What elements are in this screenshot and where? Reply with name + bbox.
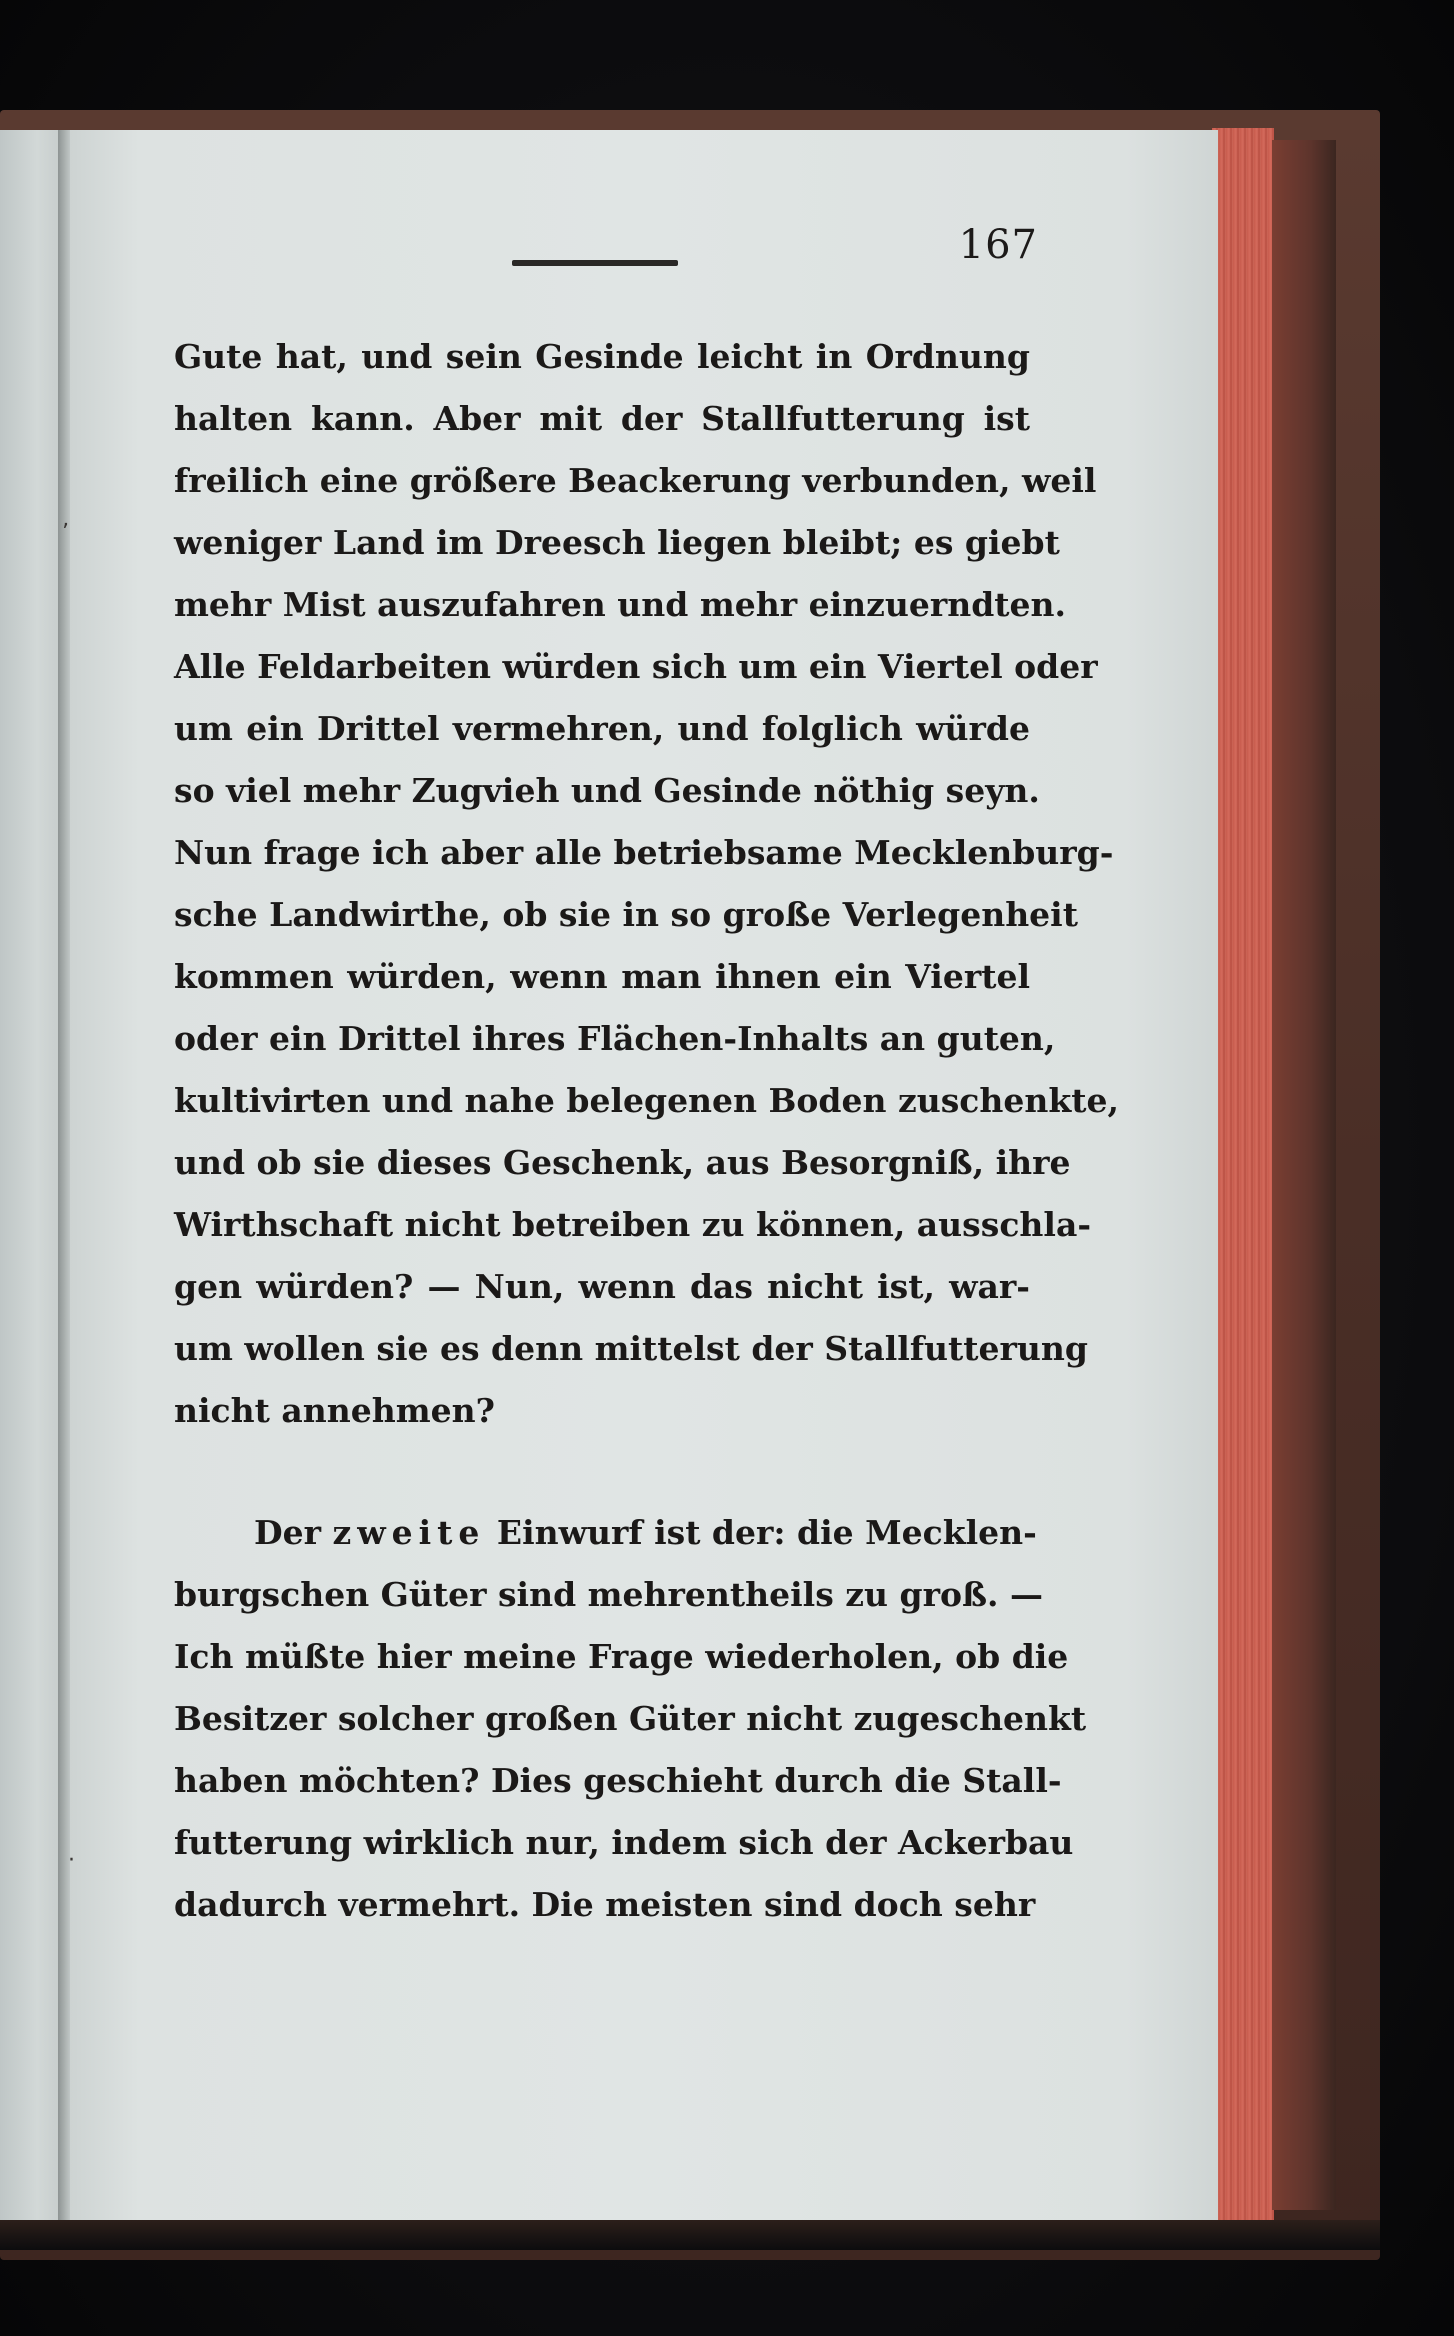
margin-mark: · — [68, 1848, 75, 1873]
text-line: Ich müßte hier meine Frage wiederholen, ob die — [174, 1637, 1069, 1676]
paragraph-1 — [174, 326, 1119, 1442]
text-line: Gute hat, und sein Gesinde leicht in Ordnung — [174, 337, 1030, 376]
text-line: Besitzer solcher großen Güter nicht zugeschenkt — [174, 1699, 1087, 1738]
text-line: oder ein Drittel ihres Flächen-Inhalts an guten, — [174, 1019, 1056, 1058]
text-line: haben möchten? Dies geschieht durch die Stall- — [174, 1761, 1062, 1800]
bottom-shadow — [0, 2220, 1380, 2250]
text-line: mehr Mist auszufahren und mehr einzuerndten. — [174, 585, 1067, 624]
text-line: und ob sie dieses Geschenk, aus Besorgniß, ihre — [174, 1143, 1071, 1182]
text-line: dadurch vermehrt. Die meisten sind doch sehr — [174, 1885, 1036, 1924]
text-line: um ein Drittel vermehren, und folglich würde — [174, 709, 1030, 748]
text-fragment: Einwurf ist der: die Mecklen- — [496, 1513, 1037, 1552]
text-line: kultivirten und nahe belegenen Boden zuschenkte, — [174, 1081, 1119, 1120]
text-line: Alle Feldarbeiten würden sich um ein Viertel oder — [174, 647, 1098, 686]
paragraph-2 — [174, 1502, 1087, 1936]
margin-mark: ʼ — [62, 520, 69, 545]
text-line: gen würden? — Nun, wenn das nicht ist, war- — [174, 1267, 1030, 1306]
text-line: kommen würden, wenn man ihnen ein Viertel — [174, 957, 1030, 996]
left-page-edge — [0, 130, 62, 2220]
text-line: um wollen sie es denn mittelst der Stallfutterung — [174, 1329, 1088, 1368]
text-line: sche Landwirthe, ob sie in so große Verlegenheit — [174, 895, 1078, 934]
text-fragment: Der — [254, 1513, 321, 1552]
body-text — [174, 326, 1119, 1936]
text-line: halten kann. Aber mit der Stallfutterung ist — [174, 399, 1030, 438]
emphasis-word: zweite — [332, 1513, 486, 1552]
text-line: burgschen Güter sind mehrentheils zu groß. — — [174, 1575, 1044, 1614]
text-line: nicht annehmen? — [174, 1391, 495, 1430]
text-line: weniger Land im Dreesch liegen bleibt; es giebt — [174, 523, 1060, 562]
text-line-first — [174, 1502, 1037, 1564]
text-line: Wirthschaft nicht betreiben zu können, ausschla- — [174, 1205, 1092, 1244]
page-number: 167 — [958, 222, 1038, 268]
paragraph-break — [174, 1442, 1030, 1502]
text-line: Nun frage ich aber alle betriebsame Mecklenburg- — [174, 833, 1114, 872]
text-line: so viel mehr Zugvieh und Gesinde nöthig seyn. — [174, 771, 1040, 810]
cover-edge — [1272, 140, 1336, 2210]
text-line: futterung wirklich nur, indem sich der Ackerbau — [174, 1823, 1074, 1862]
header-rule — [512, 260, 678, 266]
text-line: freilich eine größere Beackerung verbunden, weil — [174, 461, 1097, 500]
red-page-edges — [1212, 128, 1274, 2222]
